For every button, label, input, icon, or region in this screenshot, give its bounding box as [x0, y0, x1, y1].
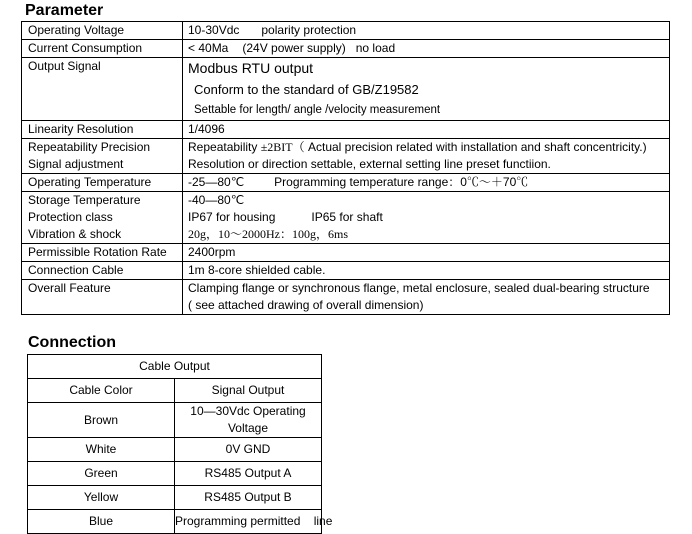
operating-temperature-range: -25—80℃	[188, 175, 245, 189]
table-row	[28, 438, 322, 462]
connection-cable-label: Connection Cable	[22, 262, 183, 280]
cable-output-header: Cable Output	[28, 355, 322, 379]
operating-temperature-label: Operating Temperature	[22, 174, 183, 192]
storage-temperature-label: Storage Temperature	[22, 192, 183, 210]
connection-table	[27, 354, 333, 534]
load-note: no load	[355, 41, 396, 55]
table-row	[22, 262, 670, 280]
table-row	[28, 462, 322, 486]
table-row	[28, 510, 322, 534]
table-row	[22, 280, 670, 315]
connection-cable-value: 1m 8-core shielded cable.	[183, 262, 670, 280]
operating-voltage-label: Operating Voltage	[22, 22, 183, 40]
vibration-shock-value: 20g，10～2000Hz：100g，6ms	[183, 226, 670, 244]
table-row	[22, 174, 670, 192]
output-signal-label: Output Signal	[22, 58, 183, 121]
current-consumption-value	[183, 40, 670, 58]
table-row	[22, 121, 670, 139]
overall-feature-label: Overall Feature	[22, 280, 183, 315]
repeatability-prefix: Repeatability	[188, 140, 261, 154]
connection-heading: Connection	[28, 334, 116, 351]
table-header-row	[28, 355, 322, 379]
rotation-rate-label: Permissible Rotation Rate	[22, 244, 183, 262]
table-column-row	[28, 379, 322, 403]
overall-feature-line-2: ( see attached drawing of overall dimension)	[188, 298, 424, 312]
overall-feature-line-1: Clamping flange or synchronous flange, metal enclosure, sealed dual-bearing structure	[188, 281, 650, 295]
signal-adjustment-value: Resolution or direction settable, external setting line preset functiion.	[183, 156, 670, 174]
table-row	[22, 139, 670, 157]
overall-feature-value	[183, 280, 670, 315]
table-row	[28, 403, 322, 438]
vibration-shock-label: Vibration & shock	[22, 226, 183, 244]
cable-color-cell: Yellow	[28, 486, 175, 510]
linearity-value: 1/4096	[183, 121, 670, 139]
supply-note: (24V power supply)	[242, 41, 346, 55]
table-row	[22, 226, 670, 244]
cable-color-cell: Brown	[28, 403, 175, 438]
repeatability-bits: ±2BIT（	[260, 140, 305, 154]
table-row	[22, 40, 670, 58]
linearity-label: Linearity Resolution	[22, 121, 183, 139]
current-value: < 40Ma	[188, 41, 229, 55]
table-row	[22, 209, 670, 226]
column-header-cable-color: Cable Color	[28, 379, 175, 403]
output-line-1: Modbus RTU output	[188, 60, 314, 76]
shaft-rating: IP65 for shaft	[311, 210, 383, 224]
table-row	[22, 22, 670, 40]
operating-voltage-range: 10-30Vdc	[188, 23, 240, 37]
rotation-rate-value: 2400rpm	[183, 244, 670, 262]
column-header-signal-output: Signal Output	[175, 379, 322, 403]
cable-color-cell: Green	[28, 462, 175, 486]
operating-voltage-value	[183, 22, 670, 40]
polarity-note: polarity protection	[261, 23, 357, 37]
parameter-table	[21, 21, 670, 315]
table-row	[22, 244, 670, 262]
table-row	[22, 156, 670, 174]
parameter-heading: Parameter	[25, 2, 104, 19]
table-row	[22, 58, 670, 121]
table-row	[28, 486, 322, 510]
repeatability-label: Repeatability Precision	[22, 139, 183, 157]
cable-color-cell: White	[28, 438, 175, 462]
signal-output-cell: RS485 Output A	[175, 462, 322, 486]
current-consumption-label: Current Consumption	[22, 40, 183, 58]
signal-output-cell: RS485 Output B	[175, 486, 322, 510]
cable-color-cell: Blue	[28, 510, 175, 534]
storage-temperature-value: -40—80℃	[183, 192, 670, 210]
programming-temperature: Programming temperature range：0℃～＋70℃	[274, 175, 529, 189]
output-signal-value	[183, 58, 670, 121]
output-line-3: Settable for length/ angle /velocity measurement	[194, 104, 441, 116]
signal-output-cell: Programming permitted line	[175, 510, 322, 534]
repeatability-note: Actual precision related with installation and shaft concentricity.)	[304, 140, 647, 154]
operating-temperature-value	[183, 174, 670, 192]
repeatability-value	[183, 139, 670, 157]
output-line-2: Conform to the standard of GB/Z19582	[194, 82, 419, 97]
signal-output-cell: 0V GND	[175, 438, 322, 462]
protection-class-label: Protection class	[22, 209, 183, 226]
signal-output-cell: 10—30Vdc Operating Voltage	[175, 403, 322, 438]
protection-class-value	[183, 209, 670, 226]
housing-rating: IP67 for housing	[188, 210, 276, 224]
signal-adjustment-label: Signal adjustment	[22, 156, 183, 174]
table-row	[22, 192, 670, 210]
